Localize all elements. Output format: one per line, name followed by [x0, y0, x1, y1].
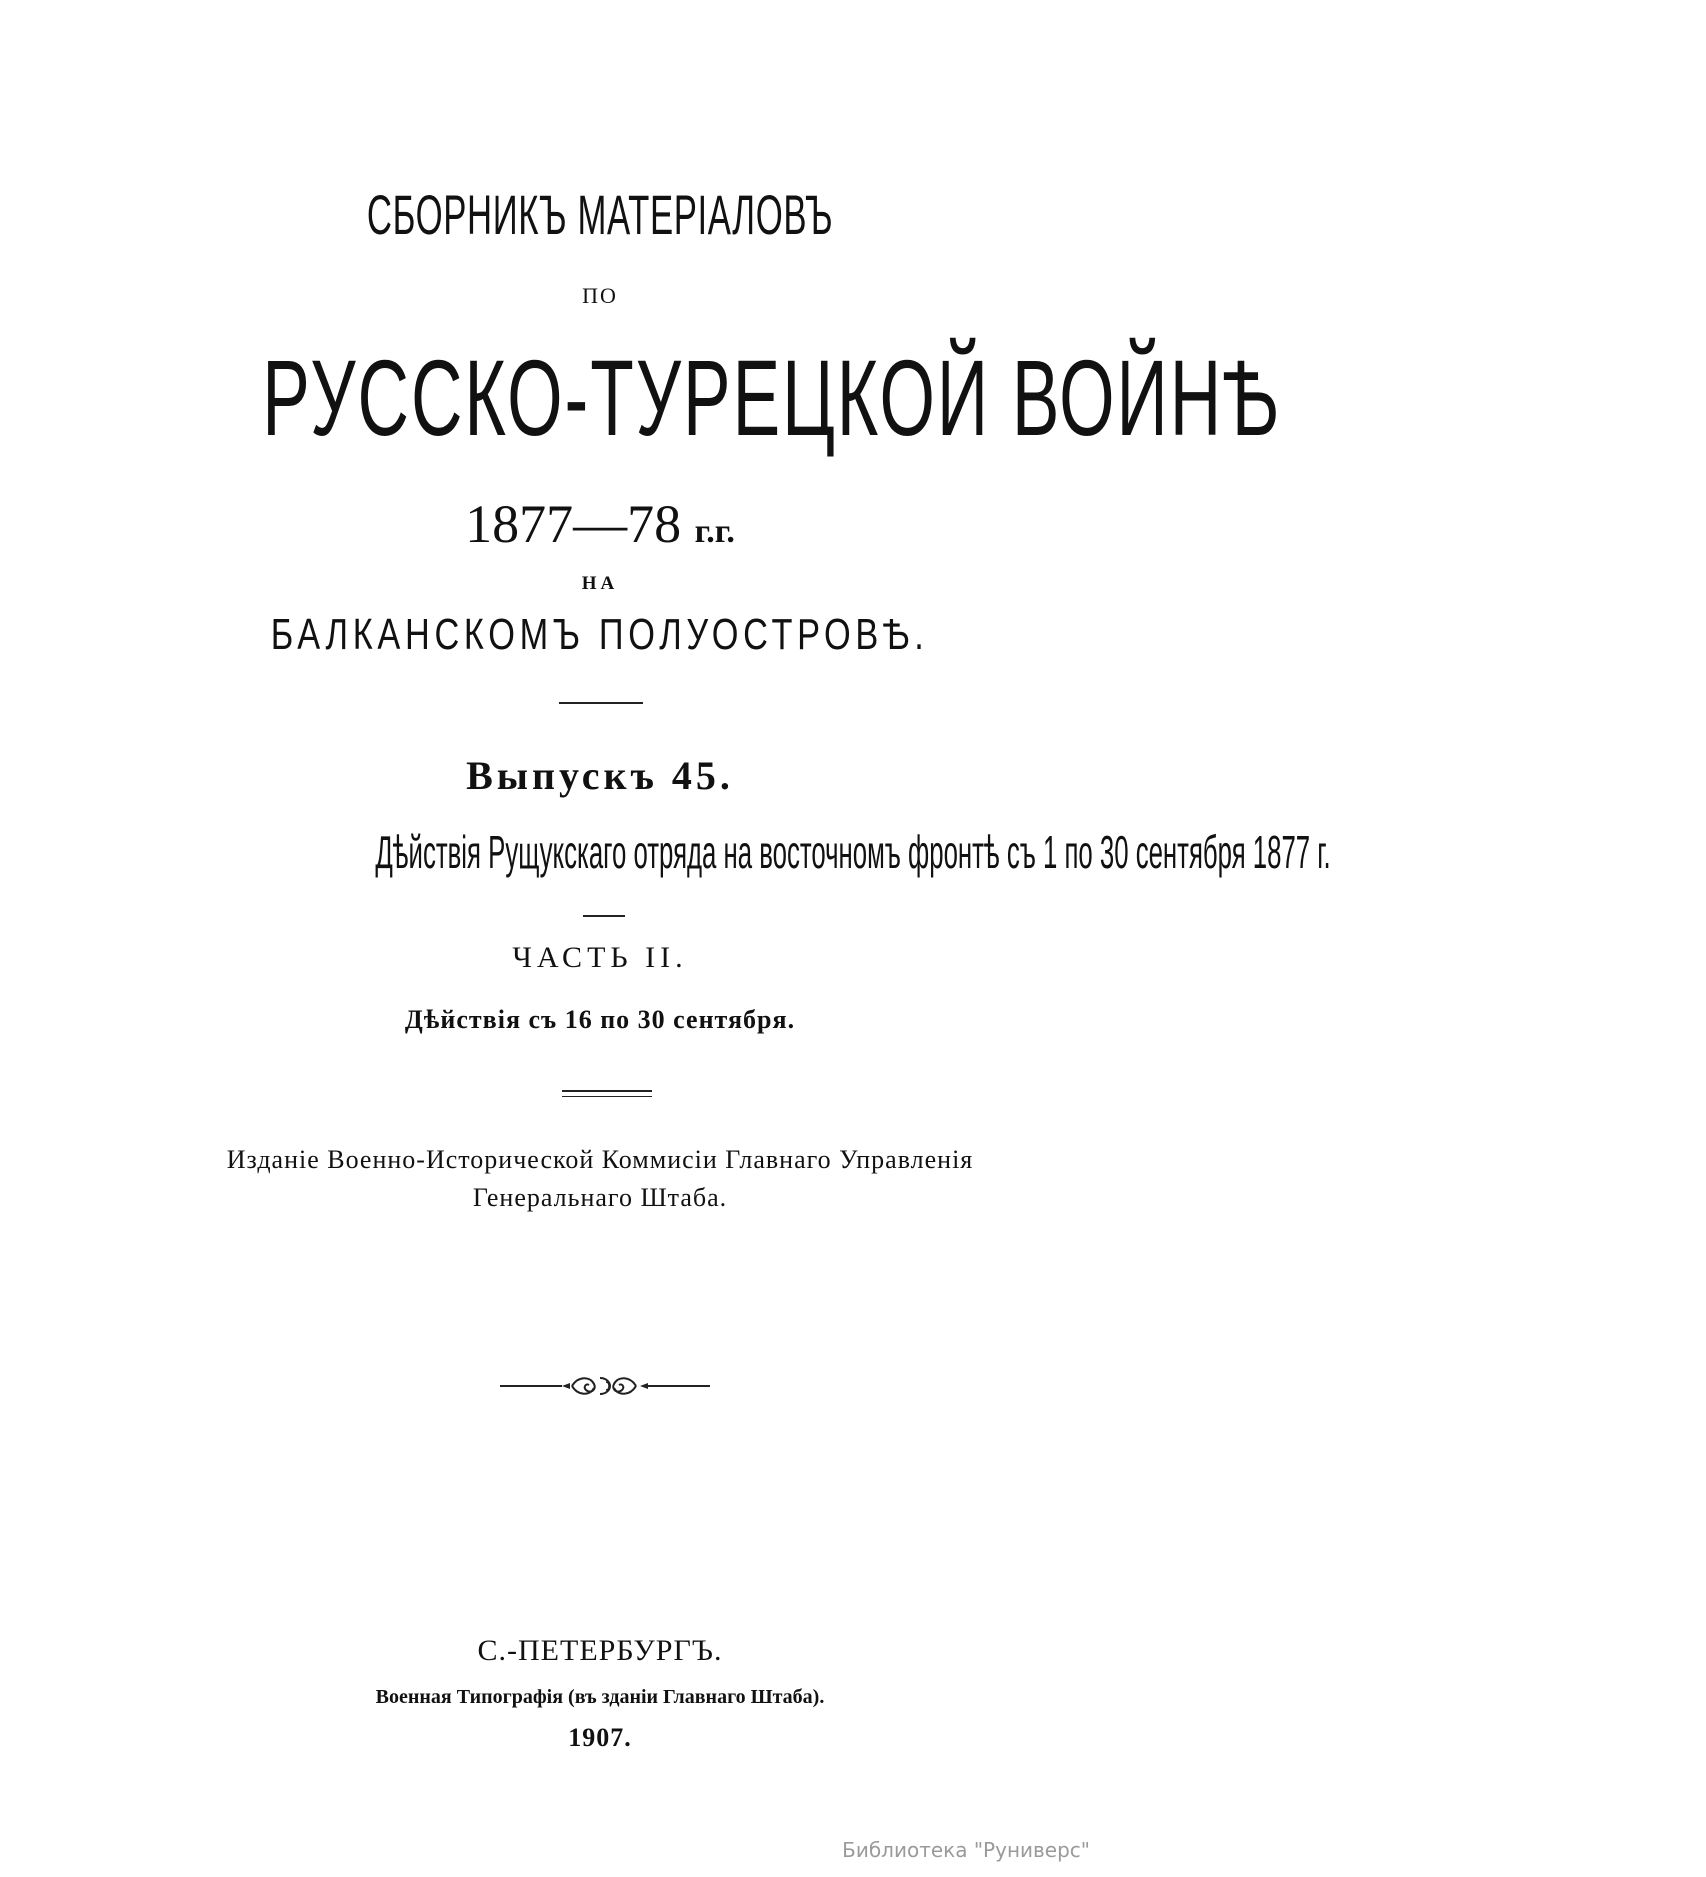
volume-subject-text: Дѣйствія Рущукскаго отряда на восточномъ фронтѣ съ 1 по 30 сентября 1877 г.: [375, 826, 1331, 878]
part-subtitle: Дѣйствія съ 16 по 30 сентября.: [404, 1005, 796, 1034]
title-line-5: НА: [581, 573, 619, 594]
title-years-suffix: г.г.: [694, 513, 735, 550]
imprint-city: С.-ПЕТЕРБУРГЪ.: [477, 1634, 723, 1667]
publisher-line-1: Изданіе Военно-Исторической Коммисіи Главнаго Управленія: [226, 1145, 974, 1174]
title-main: [0, 335, 1281, 460]
double-rule-top: [562, 1090, 652, 1092]
imprint-printer: Военная Типографія (въ зданіи Главнаго Штаба).: [375, 1686, 825, 1708]
title-main-text: РУССКО-ТУРЕЦКОЙ ВОЙНѢ: [262, 337, 1281, 458]
title-years-range: 1877—78: [465, 494, 682, 554]
issue-number: Выпускъ 45.: [466, 753, 734, 798]
title-line-6-text: БАЛКАНСКОМЪ ПОЛУОСТРОВѢ.: [271, 610, 929, 659]
double-rule-bottom: [562, 1096, 652, 1097]
volume-subject: [0, 825, 1331, 879]
library-watermark: Библиотека "Руниверс": [842, 1838, 1090, 1862]
publisher-line-2: Генеральнаго Штаба.: [472, 1183, 728, 1212]
part-heading: ЧАСТЬ II.: [512, 941, 688, 974]
title-line-6: [0, 610, 1200, 660]
divider-rule-short: [583, 915, 625, 917]
title-line-1-text: СБОРНИКЪ МАТЕРІАЛОВЪ: [366, 183, 834, 246]
divider-rule: [559, 702, 643, 704]
imprint-year: 1907.: [568, 1723, 632, 1752]
title-years: [0, 493, 1200, 555]
title-line-2: ПО: [582, 283, 618, 308]
ornament-flourish: [500, 1372, 710, 1400]
title-line-1: [0, 182, 1200, 247]
